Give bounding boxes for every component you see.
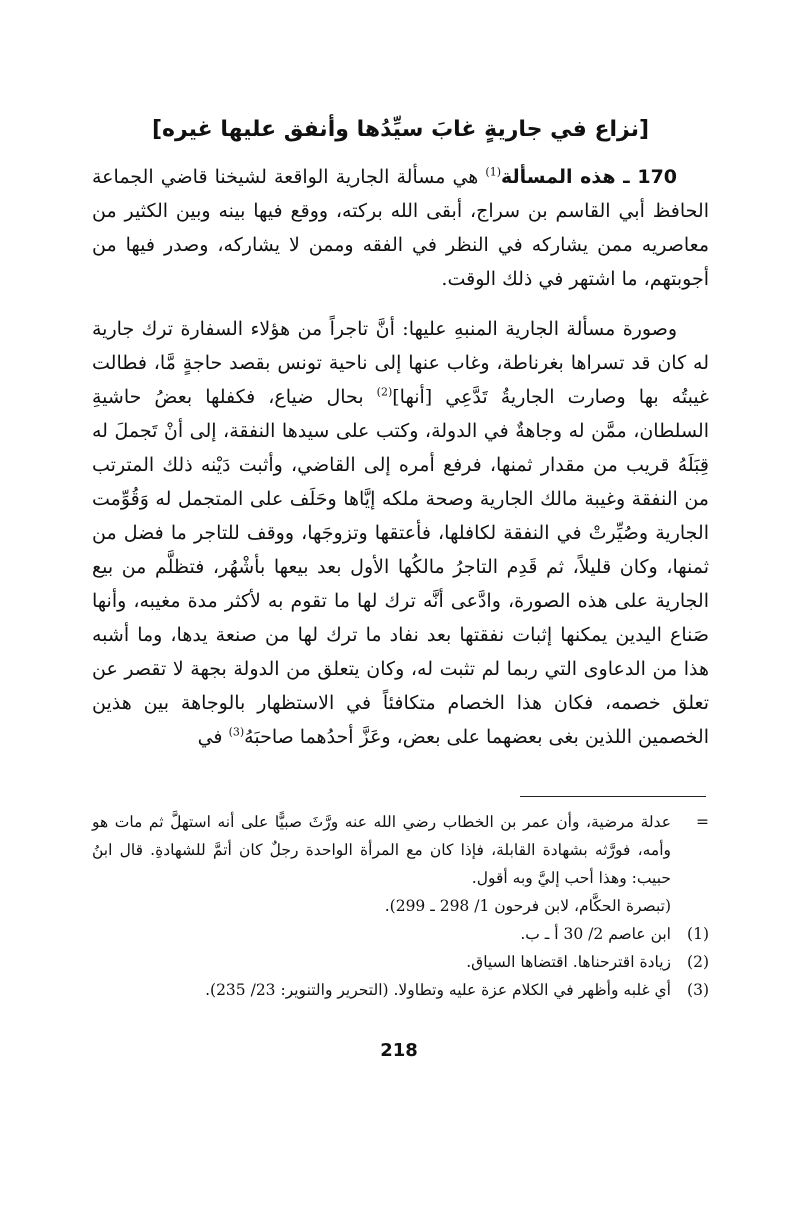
footnote-item xyxy=(92,948,709,976)
page-number: 218 xyxy=(380,1040,418,1061)
section-heading: [نزاع في جاريةٍ غابَ سيِّدُها وأنفق عليها غيره] xyxy=(151,117,650,142)
issue-number-label: 170 ـ هذه المسألة xyxy=(501,166,678,188)
paragraph-case-part-3: في xyxy=(197,726,229,748)
paragraph-case-description xyxy=(92,312,709,754)
footnote-number: (2) xyxy=(687,953,709,971)
footnote-continued-text: عدلة مرضية، وأن عمر بن الخطاب رضي الله عنه ورَّثَ صبيًّا على أنه استهلَّ ثم مات هو وأمه، فورَّثه بشهادة القابلة، فإذا كان مع المرأة الواحدة رجلٌ كان أتمَّ للشهادةِ. قال ابنُ حبيب: وهذا أحب إليَّ وبه أقول. xyxy=(92,813,671,887)
footnote-text: أي غلبه وأظهر في الكلام عزة عليه وتطاولا. (التحرير والتنوير: 23/ 235). xyxy=(205,981,671,999)
footnote-item xyxy=(92,920,709,948)
paragraph-170-text: هي مسألة الجارية الواقعة لشيخنا قاضي الجماعة الحافظ أبي القاسم بن سراج، أبقى الله بركته، ووقع فيها بينه وبين الكثير من معاصريه ممن يشاركه في النظر في الفقه وممن لا يشاركه، وصدر فيها من أجوبتهم، ما اشتهر في ذلك الوقت. xyxy=(92,166,709,290)
footnote-ref-3: (3) xyxy=(228,725,245,739)
footnote-ref-1: (1) xyxy=(485,165,501,179)
paragraph-case-part-1: وصورة مسألة الجارية المنبهِ عليها: أنَّ تاجراً من هؤلاء السفارة ترك جارية له كان قد تسراها بغرناطة، وغاب عنها إلى ناحية تونس بقصد حاجةٍ مَّا، فطالت غيبتُه بها وصارت الجاريةُ تَدَّعِي [أنها] xyxy=(92,318,709,408)
paragraph-170 xyxy=(92,160,709,296)
footnote-continued xyxy=(92,808,709,892)
footnote-number: (1) xyxy=(687,925,709,943)
continuation-marker: = xyxy=(696,813,709,831)
footnote-text: ابن عاصم 2/ 30 أ ـ ب. xyxy=(520,925,671,943)
paragraph-case-part-2: بحال ضياع، فكفلها بعضُ حاشيةِ السلطان، ممَّن له وجاهةٌ في الدولة، وكتب على سيدها النفقة، إلى أنْ تَجملَ له قِبَلَهُ قريب من مقدار ثمنها، فرفع أمره إلى القاضي، وأثبت دَيْنه ذلك المترتب من النفقة وغيبة مالك الجارية وصحة ملكه إيَّاها وحَلَف على المتجمل له وَقُوِّمت الجارية وصُيِّرتْ في النفقة لكافلها، فأعتقها وتزوجَها، ووقف للتاجر ما فضل من ثمنها، وكان قليلاً، ثم قَدِم التاجرُ مالكُها الأول بعد بيعها بأشْهُر، فتظلَّم من بيع الجارية على هذه الصورة، وادَّعى أنَّه ترك لها ما تقوم به لأكثر مدة مغيبه، وأنها صَناع اليدين يمكنها إثبات نفقتها بعد نفاد ما ترك لها من صنعة يدها، وما أشبه هذا من الدعاوى التي ربما لم تثبت له، وكان يتعلق من الدولة بجهة لا تقصر عن تعلق خصمه، فكان هذا الخصام متكافئاً في الاستظهار بالوجاهة بين هذين الخصمين اللذين بغى بعضهما على بعض، وعَزَّ أحدُهما صاحبَهُ xyxy=(92,386,709,748)
footnote-continued-source: (تبصرة الحكَّام، لابن فرحون 1/ 298 ـ 299). xyxy=(384,897,671,915)
footnote-divider xyxy=(520,796,706,797)
footnote-item xyxy=(92,976,709,1004)
footnote-number: (3) xyxy=(687,981,709,999)
footnote-ref-2: (2) xyxy=(376,385,393,399)
footnotes xyxy=(92,808,709,1004)
footnote-text: زيادة اقترحناها. اقتضاها السياق. xyxy=(466,953,671,971)
page-body xyxy=(92,110,709,754)
